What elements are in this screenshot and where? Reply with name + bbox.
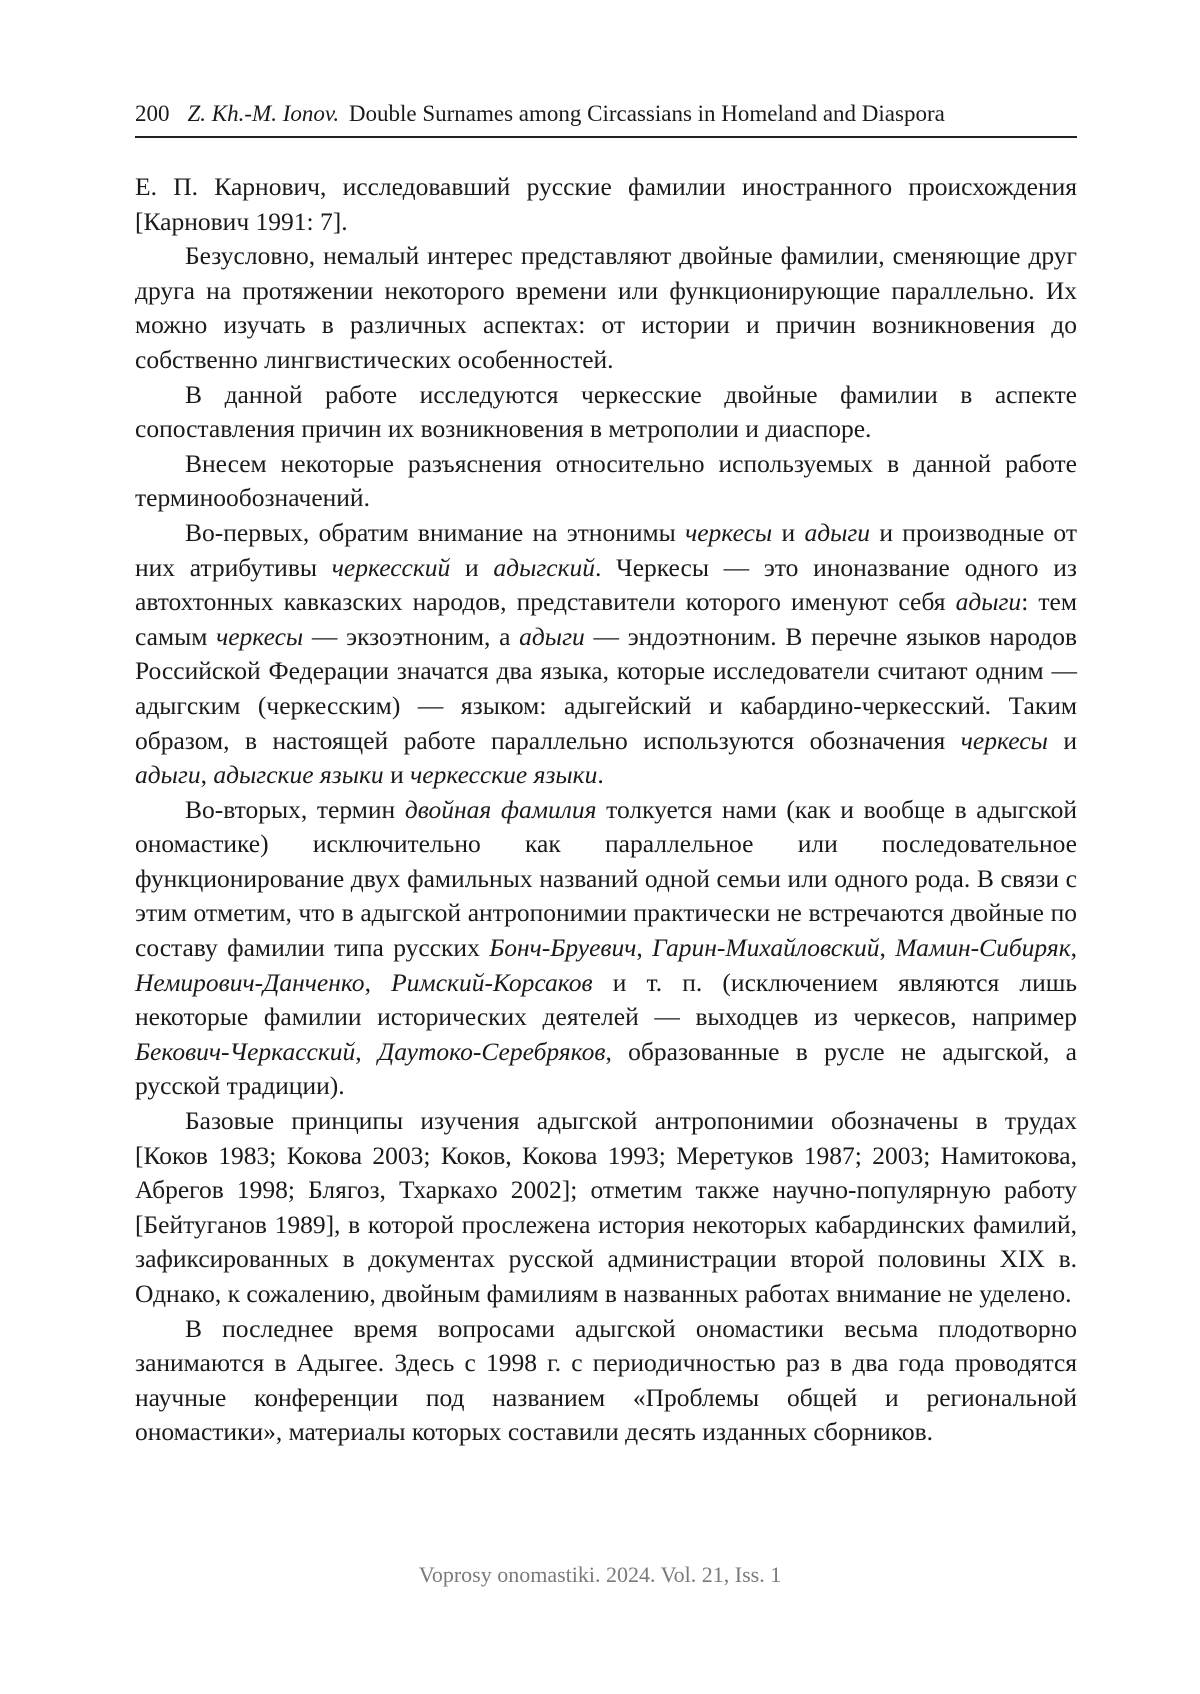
running-header bbox=[135, 100, 1077, 138]
italic-term: Бекович-Черкасский bbox=[135, 1036, 356, 1066]
italic-term: двойная фамилия bbox=[404, 794, 597, 824]
text-run: . bbox=[597, 760, 604, 790]
article-body bbox=[135, 170, 1077, 1450]
text-run: и bbox=[383, 760, 411, 790]
text-run: и т. п. (исключением являются лишь некоторые фамилии исторических деятелей — выходцев из черкесов, например bbox=[135, 967, 1078, 1032]
italic-term: адыгские языки bbox=[213, 760, 384, 790]
text-run: , bbox=[364, 967, 392, 997]
paragraph-5 bbox=[135, 516, 1077, 793]
text-run: , bbox=[355, 1036, 379, 1066]
italic-term: адыги bbox=[955, 587, 1022, 617]
text-run: и bbox=[772, 517, 805, 547]
italic-term: адыги bbox=[804, 517, 871, 547]
page-number: 200 bbox=[135, 101, 170, 126]
paragraph-4: Внесем некоторые разъяснения относительно используемых в данной работе терминообозначений. bbox=[135, 448, 1077, 513]
text-run: , образованные в русле не адыгской, а русской традиции). bbox=[135, 1036, 1077, 1101]
italic-term: адыги bbox=[519, 621, 585, 651]
italic-term: адыги bbox=[135, 760, 201, 790]
paragraph-8: В последнее время вопросами адыгской ономастики весьма плодотворно занимаются в Адыгее. Здесь с 1998 г. с периодичностью раз в два года проводятся научные конференции под названием «Проблемы общей и региональной ономастики», материалы которых составили десять изданных сборников. bbox=[135, 1313, 1077, 1447]
italic-term: Гарин-Михайловский bbox=[652, 933, 880, 963]
paragraph-2: Безусловно, немалый интерес представляют двойные фамилии, сменяющие друг друга на протяжении некоторого времени или функционирующие параллельно. Их можно изучать в различных аспектах: от истории и причин возникновения до собственно лингвистических особенностей. bbox=[135, 241, 1077, 374]
text-run: , bbox=[636, 933, 653, 963]
italic-term: Немирович-Данченко bbox=[135, 967, 365, 997]
text-run: , bbox=[1070, 933, 1077, 963]
text-run: , bbox=[879, 933, 896, 963]
text-run: — экзоэтноним, а bbox=[303, 621, 520, 651]
italic-term: черкесы bbox=[960, 725, 1048, 755]
italic-term: черкесские языки bbox=[410, 760, 598, 790]
italic-term: черкесы bbox=[685, 517, 773, 547]
italic-term: Бонч-Бруевич bbox=[489, 933, 637, 963]
text-run: толкуется нами (как и вообще в адыгской ономастике) исключительно как параллельное или последовательное функционирование двух фамильных названий одной семьи или одного рода. В связи с этим отметим, что в адыгской антропонимии практически не встречаются двойные по составу фамилии типа русских bbox=[135, 794, 1077, 963]
paragraph-7: Базовые принципы изучения адыгской антропонимии обозначены в трудах [Коков 1983; Кокова 2003; Коков, Кокова 1993; Меретуков 1987; 2003; Намитокова, Абрегов 1998; Блягоз, Тхаркахо 2002]; отметим также научно-популярную работу [Бейтуганов 1989], в которой прослежена история некоторых кабардинских фамилий, зафиксированных в документах русской администрации второй половины XIX в. Однако, к сожалению, двойным фамилиям в названных работах внимание не уделено. bbox=[135, 1106, 1077, 1308]
italic-term: черкесы bbox=[216, 621, 304, 651]
text-run: и производные от них атрибутивы bbox=[135, 517, 1077, 582]
text-run: Во-первых, обратим внимание на этнонимы bbox=[185, 517, 686, 547]
italic-term: черкесский bbox=[331, 552, 451, 582]
text-run: и bbox=[1047, 725, 1077, 755]
text-run: и bbox=[450, 552, 494, 582]
text-run: : тем самым bbox=[135, 587, 1077, 651]
text-run: , bbox=[200, 760, 214, 790]
header-author: Z. Kh.-M. Ionov. bbox=[187, 101, 340, 126]
journal-footer: Voprosy onomastiki. 2024. Vol. 21, Iss. 1 bbox=[418, 1562, 782, 1587]
paragraph-1: Е. П. Карнович, исследовавший русские фамилии иностранного происхождения [Карнович 1991: 7]. bbox=[135, 172, 1077, 236]
text-run: . Черкесы — это иноназвание одного из автохтонных кавказских народов, представители которого именуют себя bbox=[135, 552, 1077, 617]
italic-term: Мамин-Сибиряк bbox=[895, 933, 1071, 963]
paragraph-3: В данной работе исследуются черкесские двойные фамилии в аспекте сопоставления причин их возникновения в метрополии и диаспоре. bbox=[135, 379, 1077, 444]
text-run: — эндоэтноним. В перечне языков народов Российской Федерации значатся два языка, которые исследователи считают одним — адыгским (черкесским) — языком: адыгейский и кабардино-черкесский. Таким образом, в настоящей работе параллельно используются обозначения bbox=[135, 621, 1078, 755]
italic-term: адыгский bbox=[493, 552, 596, 582]
header-title: Double Surnames among Circassians in Homeland and Diaspora bbox=[348, 101, 945, 126]
text-run: Во-вторых, термин bbox=[185, 794, 405, 824]
italic-term: Даутоко-Серебряков bbox=[378, 1036, 606, 1066]
italic-term: Римский-Корсаков bbox=[391, 967, 593, 997]
paragraph-6 bbox=[135, 793, 1077, 1104]
